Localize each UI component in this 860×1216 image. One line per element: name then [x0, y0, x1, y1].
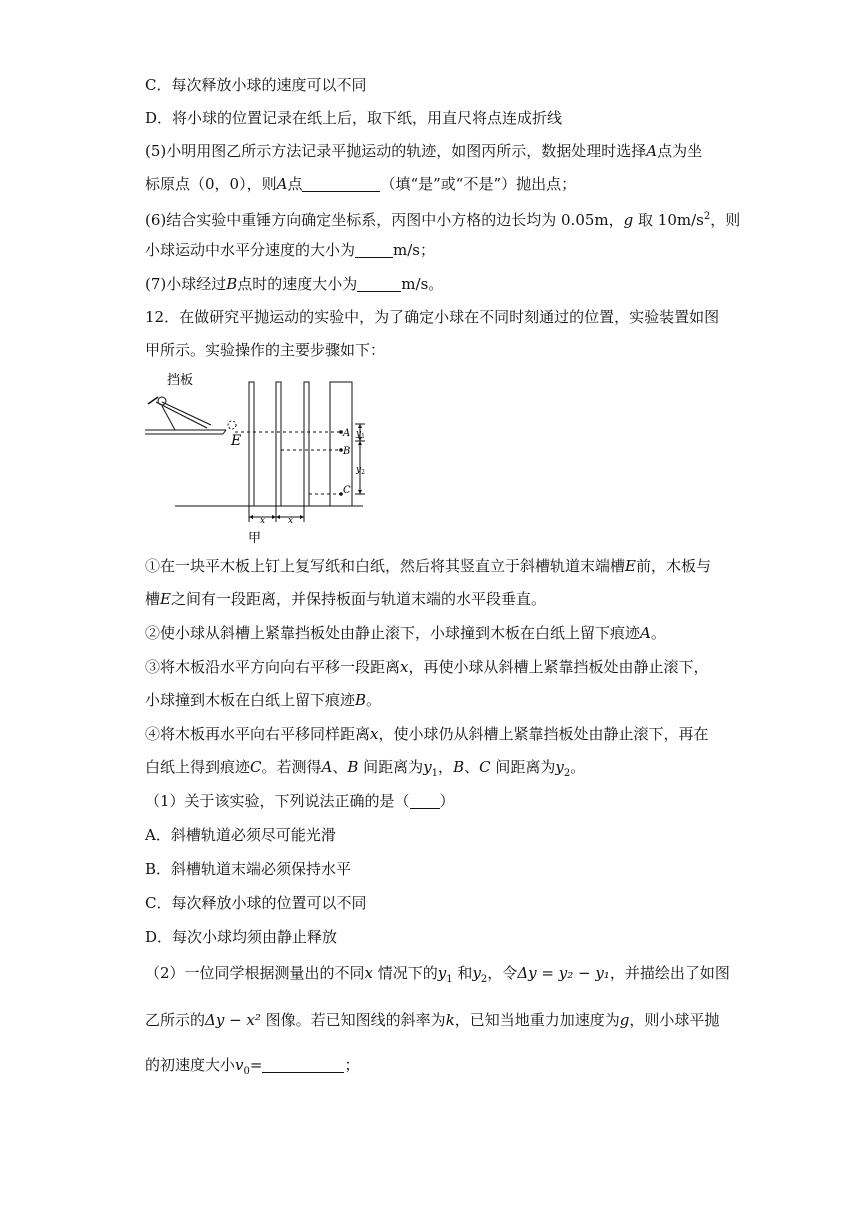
q12-step1-line1: ①在一块平木板上钉上复写纸和白纸，然后将其竖直立于斜槽轨道末端槽E前，木板与: [145, 557, 711, 575]
label-y1: $y_1$: [356, 429, 365, 440]
answer-blank[interactable]: [410, 793, 440, 809]
delta-y-x2-expr: Δy − x²: [205, 1011, 261, 1029]
q12-sub2-line2: 乙所示的Δy − x² 图像。若已知图线的斜率为k，已知当地重力加速度为g，则小球平抛: [145, 1011, 720, 1029]
q12-intro-line1: 12．在做研究平抛运动的实验中，为了确定小球在不同时刻通过的位置，实验装置如图: [145, 308, 720, 326]
q12-step2: ②使小球从斜槽上紧靠挡板处由静止滚下，小球撞到木板在白纸上留下痕迹A。: [145, 624, 666, 642]
q12-step1-line2: 槽E之间有一段距离，并保持板面与轨道末端的水平段垂直。: [145, 590, 546, 608]
board-3: [304, 382, 309, 506]
q11-part5-line1: (5)小明用图乙所示方法记录平抛运动的轨迹，如图丙所示，数据处理时选择A点为坐: [145, 142, 703, 160]
q12-step3-line1: ③将木板沿水平方向向右平移一段距离x，再使小球从斜槽上紧靠挡板处由静止滚下，: [145, 658, 709, 676]
q11-part6-line2: 小球运动中水平分速度的大小为 m/s；: [145, 241, 435, 259]
q12-option-d: D．每次小球均须由静止释放: [145, 928, 338, 946]
q12-option-a: A．斜槽轨道必须尽可能光滑: [145, 826, 336, 844]
dashed-ball: [228, 421, 236, 429]
answer-blank[interactable]: [357, 276, 401, 292]
q12-option-b: B．斜槽轨道末端必须保持水平: [145, 860, 352, 878]
label-y2: $y_2$: [356, 465, 365, 476]
q11-part5-line2: 标原点（0，0），则A点 （填“是”或“不是”）抛出点；: [145, 175, 577, 193]
q12-step4-line2: 白纸上得到痕迹C。若测得A、B 间距离为$y_1$，B、C 间距离为$y_2$。: [145, 758, 586, 779]
label-x1: x: [260, 516, 266, 526]
delta-y-equation: Δy = y₂ − y₁: [517, 964, 610, 982]
apparatus-figure: [145, 372, 385, 544]
answer-blank[interactable]: [262, 1057, 344, 1073]
answer-blank[interactable]: [355, 242, 393, 258]
label-a: A: [343, 428, 351, 439]
label-x2: x: [288, 516, 294, 526]
q11-part6-line1: (6)结合实验中重锤方向确定坐标系，丙图中小方格的边长均为 0.05m，g 取 $10m/s^2$，则: [145, 211, 741, 229]
q11-option-d: D．将小球的位置记录在纸上后，取下纸，用直尺将点连成折线: [145, 109, 563, 127]
ramp-support: [162, 406, 175, 430]
answer-blank[interactable]: [302, 176, 380, 192]
q12-intro-line2: 甲所示。实验操作的主要步骤如下：: [145, 341, 386, 359]
q12-sub2-line1: （2）一位同学根据测量出的不同x 情况下的$y_1$ 和$y_2$，令Δy = y₂ − y₁，并描绘出了如图: [145, 964, 730, 985]
q12-step4-line1: ④将木板再水平向右平移同样距离x，使小球仍从斜槽上紧靠挡板处由静止滚下，再在: [145, 725, 709, 743]
baffle-label: 挡板: [167, 373, 194, 388]
q12-step3-line2: 小球撞到木板在白纸上留下痕迹B。: [145, 691, 382, 709]
ramp-top: [156, 402, 207, 428]
label-b: B: [343, 446, 351, 457]
baffle: [148, 397, 158, 404]
board-1: [249, 382, 254, 506]
q12-option-c: C．每次释放小球的位置可以不同: [145, 894, 367, 912]
q11-option-c: C．每次释放小球的速度可以不同: [145, 76, 367, 94]
board-2: [276, 382, 281, 506]
label-e: E: [231, 433, 242, 449]
ramp-bottom: [162, 402, 211, 425]
label-c: C: [343, 485, 351, 496]
q12-sub2-line3: 的初速度大小$v_0=$ ；: [145, 1056, 360, 1077]
figure-caption: 甲: [248, 531, 262, 544]
q12-sub1: （1）关于该实验，下列说法正确的是（ ）: [145, 792, 455, 810]
q11-part7: (7)小球经过B点时的速度大小为 m/s。: [145, 275, 444, 293]
